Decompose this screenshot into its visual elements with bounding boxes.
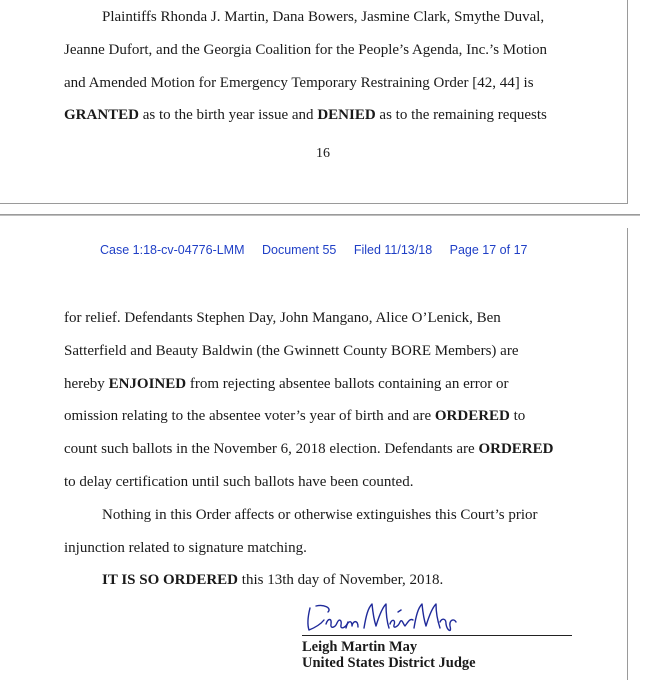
text-line: Nothing in this Order affects or otherwise extinguishes this Court’s prior <box>102 507 538 523</box>
case-number: Case 1:18-cv-04776-LMM <box>100 243 245 257</box>
text-segment: omission relating to the absentee voter’s year of birth and are <box>64 408 435 425</box>
text-segment: this 13th day of November, 2018. <box>238 572 444 588</box>
document-page-16 <box>0 0 628 204</box>
ordered-text: ORDERED <box>478 441 554 458</box>
so-ordered-text: IT IS SO ORDERED <box>102 572 239 588</box>
page-number: 16 <box>316 146 330 161</box>
paragraph-relief <box>64 302 594 499</box>
text-line: Plaintiffs Rhonda J. Martin, Dana Bowers, Jasmine Clark, Smythe Duval, <box>102 9 545 25</box>
paragraph-prior-injunction <box>64 499 594 565</box>
text-line <box>64 433 594 466</box>
text-segment: hereby <box>64 375 109 392</box>
text-line: and Amended Motion for Emergency Temporary Restraining Order [42, 44] is <box>64 74 534 91</box>
text-segment: to <box>509 408 526 425</box>
text-line: injunction related to signature matching. <box>64 539 307 556</box>
text-line: Satterfield and Beauty Baldwin (the Gwinnett County BORE Members) are <box>64 342 519 359</box>
text-segment: from rejecting absentee ballots containing an error or <box>186 375 509 392</box>
paragraph-plaintiffs-motion <box>64 1 594 132</box>
text-segment: as to the remaining requests <box>375 107 547 124</box>
page-indicator: Page 17 of 17 <box>449 243 528 257</box>
text-line <box>64 564 594 597</box>
ordered-text: ORDERED <box>434 408 510 425</box>
filed-date: Filed 11/13/18 <box>353 243 433 257</box>
text-line <box>64 368 594 401</box>
judge-name: Leigh Martin May <box>302 639 418 655</box>
paragraph-so-ordered <box>64 564 594 597</box>
document-number: Document 55 <box>262 243 337 257</box>
text-segment: as to the birth year issue and <box>139 107 318 124</box>
text-line: for relief. Defendants Stephen Day, John Mangano, Alice O’Lenick, Ben <box>64 310 501 326</box>
handwritten-signature <box>302 598 462 638</box>
granted-text: GRANTED <box>64 107 140 124</box>
text-line <box>64 400 594 433</box>
text-line: to delay certification until such ballots have been counted. <box>64 473 414 490</box>
text-segment: count such ballots in the November 6, 2018 election. Defendants are <box>64 441 479 458</box>
case-header <box>100 243 541 257</box>
signature-line <box>302 635 572 636</box>
enjoined-text: ENJOINED <box>108 375 187 392</box>
page-divider <box>0 214 640 216</box>
page-gap <box>0 204 646 228</box>
denied-text: DENIED <box>317 107 376 124</box>
text-line <box>64 99 594 132</box>
signature-block <box>302 598 582 671</box>
text-line: Jeanne Dufort, and the Georgia Coalition for the People’s Agenda, Inc.’s Motion <box>64 41 547 58</box>
judge-title: United States District Judge <box>302 655 476 671</box>
